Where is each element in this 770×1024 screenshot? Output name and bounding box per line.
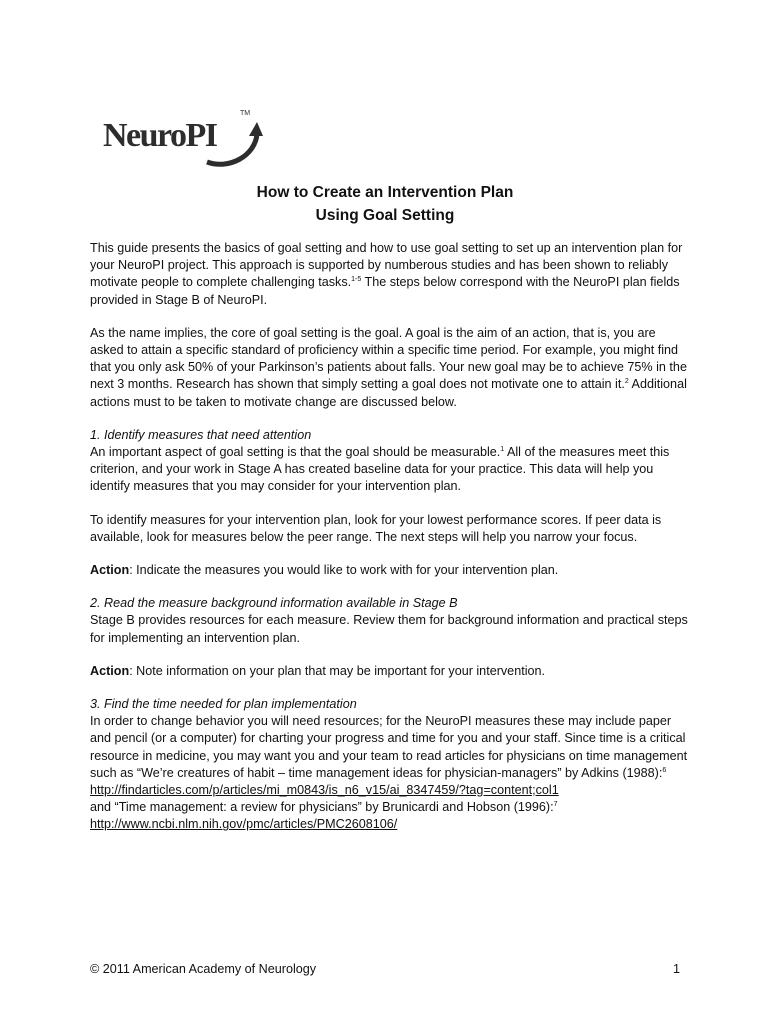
- goal-paragraph: As the name implies, the core of goal setting is the goal. A goal is the aim of an action, that is, you are asked to attain a specific standard of proficiency within a specific time period. For example, you might find that you only ask 50% of your Parkinson’s patients about falls. Your new goal may be to achieve 75% in the next 3 months. Research has shown that simply setting a goal does not motivate one to attain it.$^2$ Additional actions must to be taken to motivate change are discussed below.: [90, 325, 687, 409]
- logo-trademark: TM: [240, 110, 251, 117]
- copyright: © 2011 American Academy of Neurology: [90, 962, 317, 976]
- intro-paragraph: This guide presents the basics of goal setting and how to use goal setting to set up an intervention plan for your NeuroPI project. This approach is supported by numberous studies and has been shown to reliably motivate people to complete challenging tasks.$^{1-5}$ The steps below correspond with the NeuroPI plan fields provided in Stage B of NeuroPI.: [90, 241, 683, 307]
- section-2-paragraph: Stage B provides resources for each measure. Review them for background information and practical steps for implementing an intervention plan.: [90, 613, 688, 645]
- logo-wordmark: NeuroPI: [103, 117, 217, 154]
- page-number: 1: [672, 962, 680, 976]
- section-1-heading: 1. Identify measures that need attention: [90, 427, 312, 442]
- citation: 7: [553, 801, 558, 809]
- section-1-paragraph: An important aspect of goal setting is that the goal should be measurable.$^1$ All of the measures meet this criterion, and your work in Stage A has created baseline data for your practice. This data will help you identify measures that you may consider for your intervention plan.: [90, 445, 670, 494]
- citation: 6: [662, 766, 667, 774]
- section-1-action: Action: Indicate the measures you would like to work with for your intervention plan.: [90, 563, 559, 578]
- ncbi-link[interactable]: http://www.ncbi.nlm.nih.gov/pmc/articles/PMC2608106/: [90, 817, 398, 832]
- section-1-paragraph-2: To identify measures for your intervention plan, look for your lowest performance scores. If peer data is available, look for measures below the peer range. The next steps will help you narrow your focus.: [90, 512, 662, 544]
- section-2-heading: 2. Read the measure background information available in Stage B: [90, 596, 458, 611]
- citation: 1-5: [351, 276, 362, 284]
- logo-arrow-icon: [199, 104, 263, 170]
- citation: 1: [500, 445, 505, 453]
- neuropi-logo: [103, 104, 263, 170]
- section-2-action: Action: Note information on your plan that may be important for your intervention.: [90, 663, 545, 678]
- page-footer: [90, 961, 680, 978]
- findarticles-link[interactable]: http://findarticles.com/p/articles/mi_m0843/is_n6_v15/ai_8347459/?tag=content;col1: [90, 783, 559, 798]
- document-body: [90, 240, 690, 850]
- section-3-paragraph: In order to change behavior you will need resources; for the NeuroPI measures these may include paper and pencil (or a computer) for charting your progress and time for you and your staff. Since time is a critical resource in medicine, you may want you and your team to read articles for physicians on time management such as “We’re creatures of habit – time management ideas for physician-managers” by Adkins (1988):$^6$ http://findarticles.com/p/articles/mi_m0843/is_n6_v15/ai_8347459/?tag=content;col1 and “Time management: a review for physicians” by Brunicardi and Hobson (1996):$^7$ http://www.ncbi.nlm.nih.gov/pmc/articles/PMC2608106/: [90, 714, 688, 832]
- citation: 2: [624, 378, 629, 386]
- page-title: How to Create an Intervention Plan: [256, 184, 514, 201]
- page-subtitle: Using Goal Setting: [315, 207, 455, 224]
- section-3-heading: 3. Find the time needed for plan implementation: [90, 697, 357, 712]
- action-label: Action: [90, 663, 130, 678]
- action-label: Action: [90, 563, 130, 578]
